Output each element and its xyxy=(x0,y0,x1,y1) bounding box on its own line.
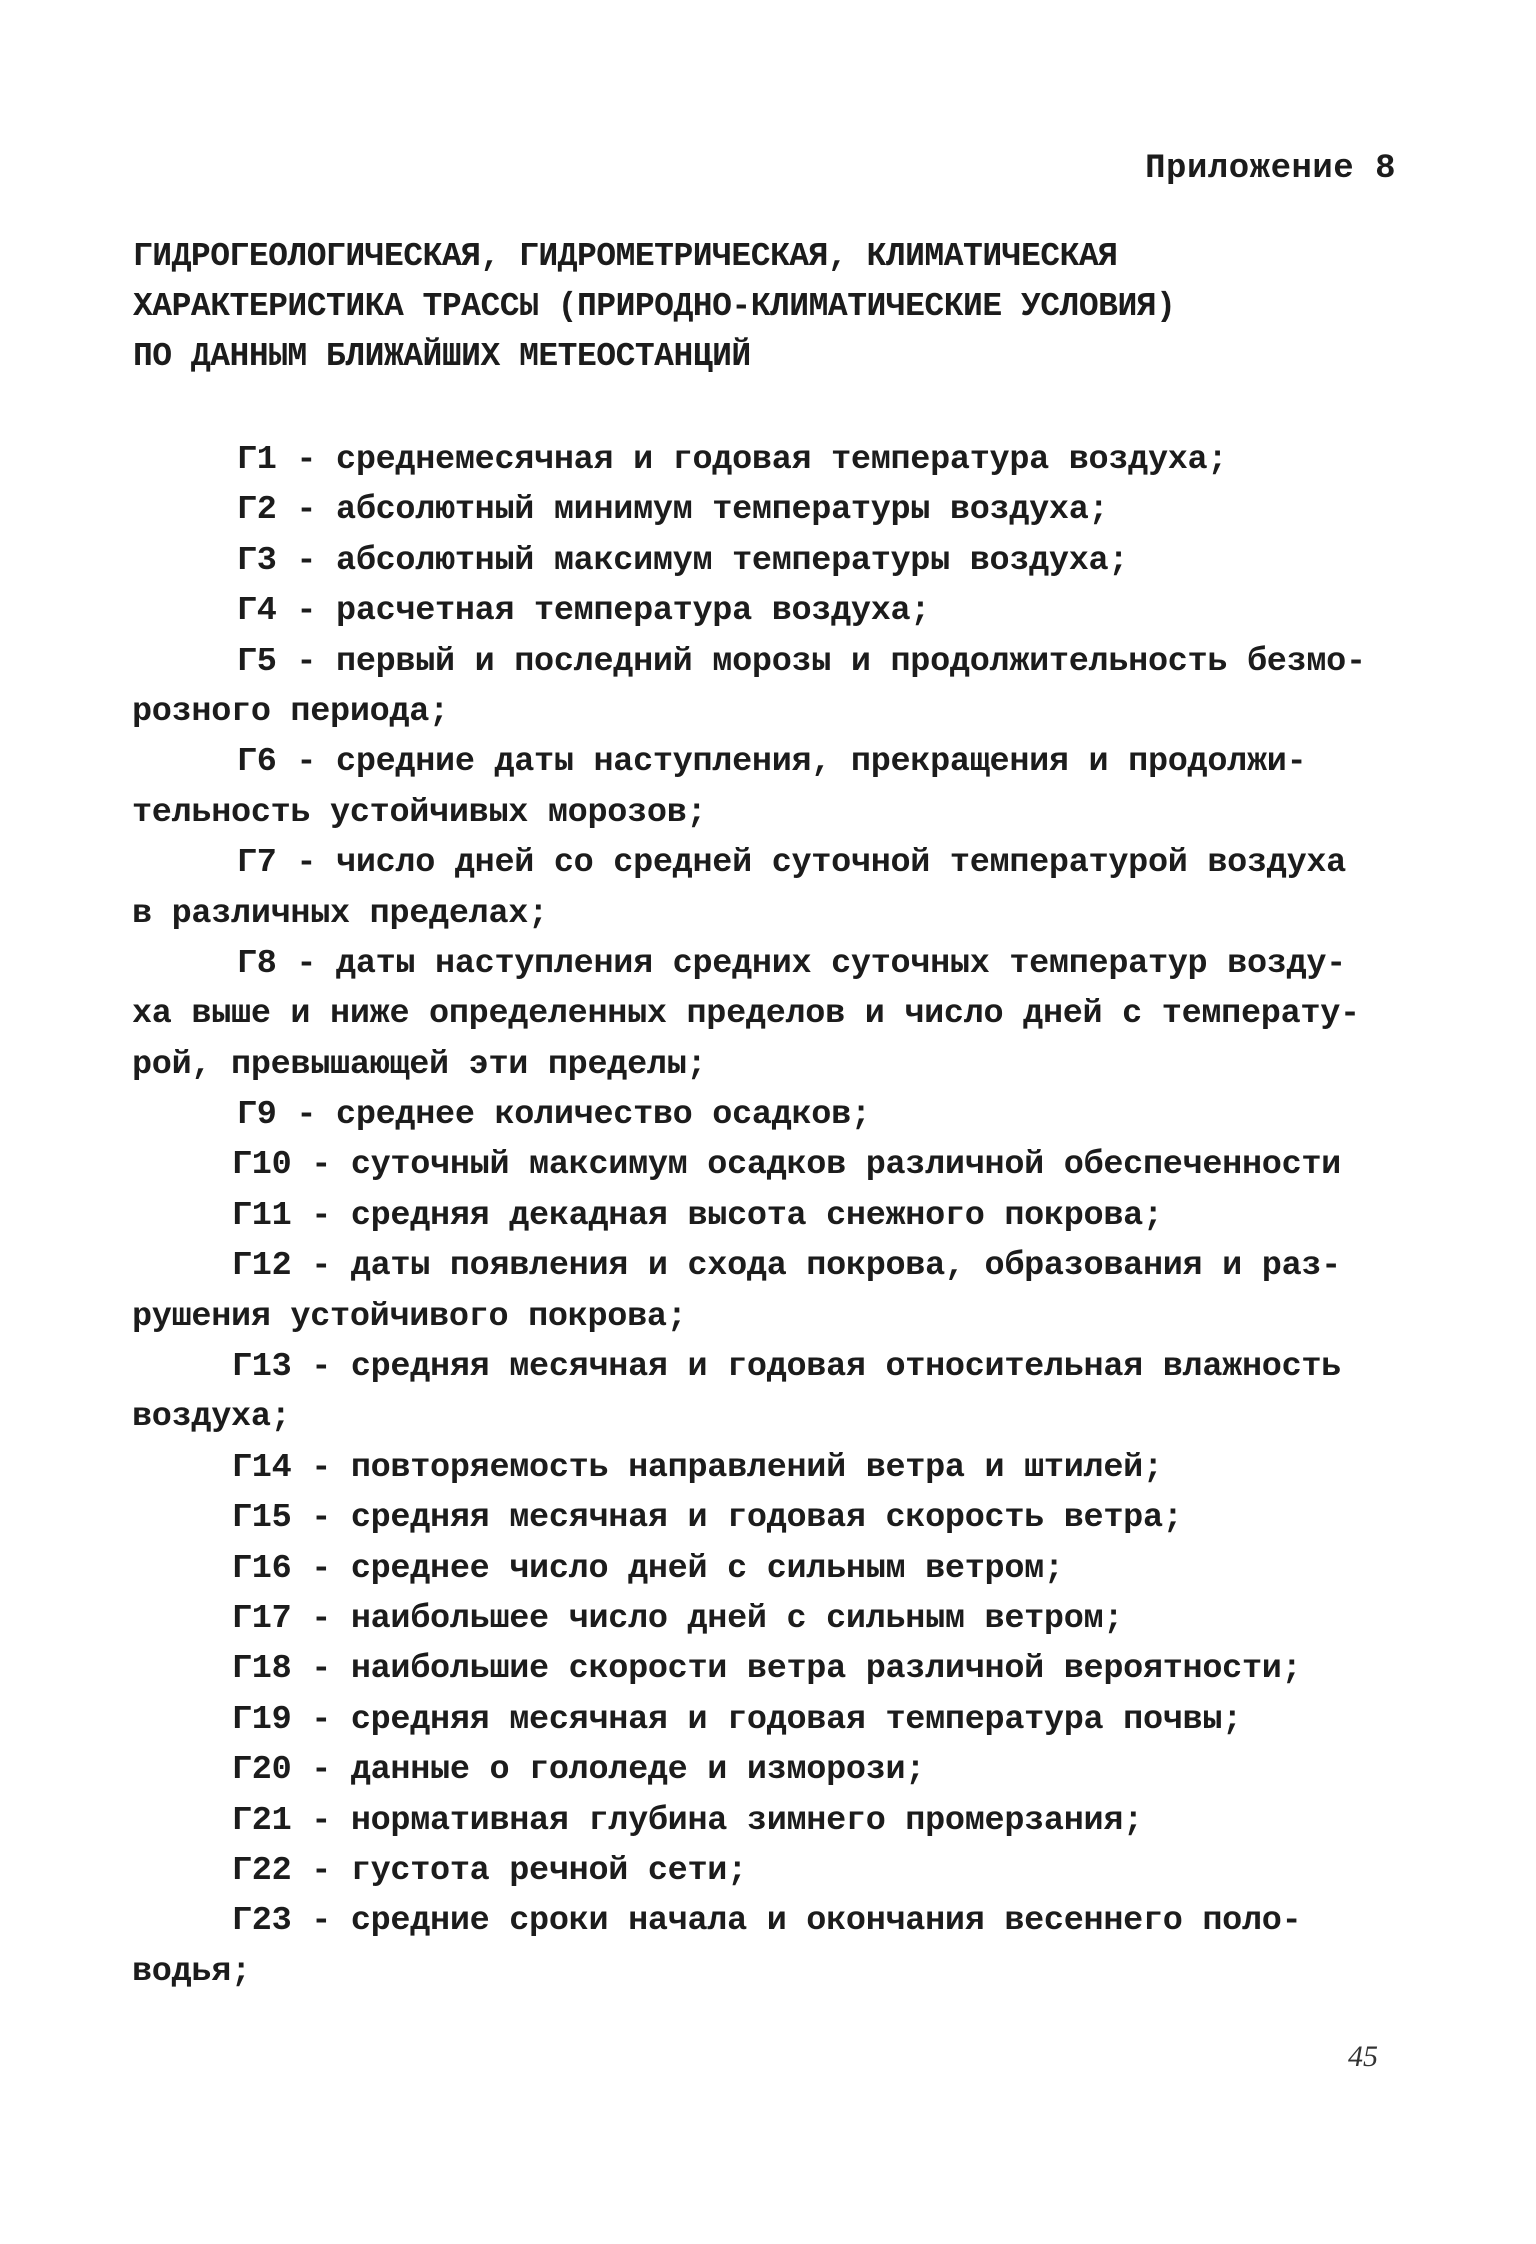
list-item: Г20 - данные о гололеде и изморози; xyxy=(232,1751,926,1790)
list-item: Г19 - средняя месячная и годовая температура почвы; xyxy=(232,1700,1242,1739)
list-item: Г23 - средние сроки начала и окончания весеннего поло- xyxy=(232,1902,1302,1941)
list-item-continuation: ха выше и ниже определенных пределов и число дней с температу- xyxy=(132,995,1360,1034)
list-item: Г16 - среднее число дней с сильным ветром; xyxy=(232,1549,1064,1588)
list-item: Г9 - среднее количество осадков; xyxy=(237,1096,871,1135)
list-item: Г6 - средние даты наступления, прекращения и продолжи- xyxy=(237,743,1307,782)
list-item: Г7 - число дней со средней суточной температурой воздуха xyxy=(237,844,1346,883)
list-item: Г12 - даты появления и схода покрова, образования и раз- xyxy=(232,1247,1341,1286)
appendix-label: Приложение 8 xyxy=(1145,150,1396,188)
list-item-continuation: рушения устойчивого покрова; xyxy=(132,1297,687,1336)
list-item: Г18 - наибольшие скорости ветра различной вероятности; xyxy=(232,1650,1302,1689)
list-item: Г13 - средняя месячная и годовая относительная влажность xyxy=(232,1348,1341,1387)
list-item: Г17 - наибольшее число дней с сильным ветром; xyxy=(232,1599,1124,1638)
list-item: Г21 - нормативная глубина зимнего промерзания; xyxy=(232,1801,1143,1840)
document-title xyxy=(133,232,1175,382)
list-item: Г14 - повторяемость направлений ветра и штилей; xyxy=(232,1448,1163,1487)
list-item-continuation: в различных пределах; xyxy=(132,894,548,933)
item-list xyxy=(132,435,1412,1997)
title-line: ПО ДАННЫМ БЛИЖАЙШИХ МЕТЕОСТАНЦИЙ xyxy=(133,338,751,375)
list-item-continuation: рой, превышающей эти пределы; xyxy=(132,1045,707,1084)
list-item: Г1 - среднемесячная и годовая температура воздуха; xyxy=(237,441,1228,479)
list-item: Г8 - даты наступления средних суточных температур возду- xyxy=(237,944,1346,983)
title-line: ХАРАКТЕРИСТИКА ТРАССЫ (ПРИРОДНО-КЛИМАТИЧЕСКИЕ УСЛОВИЯ) xyxy=(133,288,1176,325)
list-item: Г22 - густота речной сети; xyxy=(232,1851,747,1890)
list-item-continuation: тельность устойчивых морозов; xyxy=(132,793,707,832)
list-item: Г11 - средняя декадная высота снежного покрова; xyxy=(232,1196,1163,1235)
list-item-continuation: розного периода; xyxy=(132,692,449,731)
list-item: Г5 - первый и последний морозы и продолжительность безмо- xyxy=(237,642,1366,681)
list-item: Г15 - средняя месячная и годовая скорость ветра; xyxy=(232,1499,1183,1538)
list-item: Г2 - абсолютный минимум температуры воздуха; xyxy=(237,491,1109,530)
title-line: ГИДРОГЕОЛОГИЧЕСКАЯ, ГИДРОМЕТРИЧЕСКАЯ, КЛИМАТИЧЕСКАЯ xyxy=(133,238,1118,275)
list-item: Г10 - суточный максимум осадков различной обеспеченности xyxy=(232,1146,1341,1185)
page-number: 45 xyxy=(1348,2040,1378,2073)
list-item-continuation: воздуха; xyxy=(132,1398,291,1437)
list-item-continuation: водья; xyxy=(132,1952,251,1991)
list-item: Г4 - расчетная температура воздуха; xyxy=(237,592,931,631)
list-item: Г3 - абсолютный максимум температуры воздуха; xyxy=(237,541,1129,580)
